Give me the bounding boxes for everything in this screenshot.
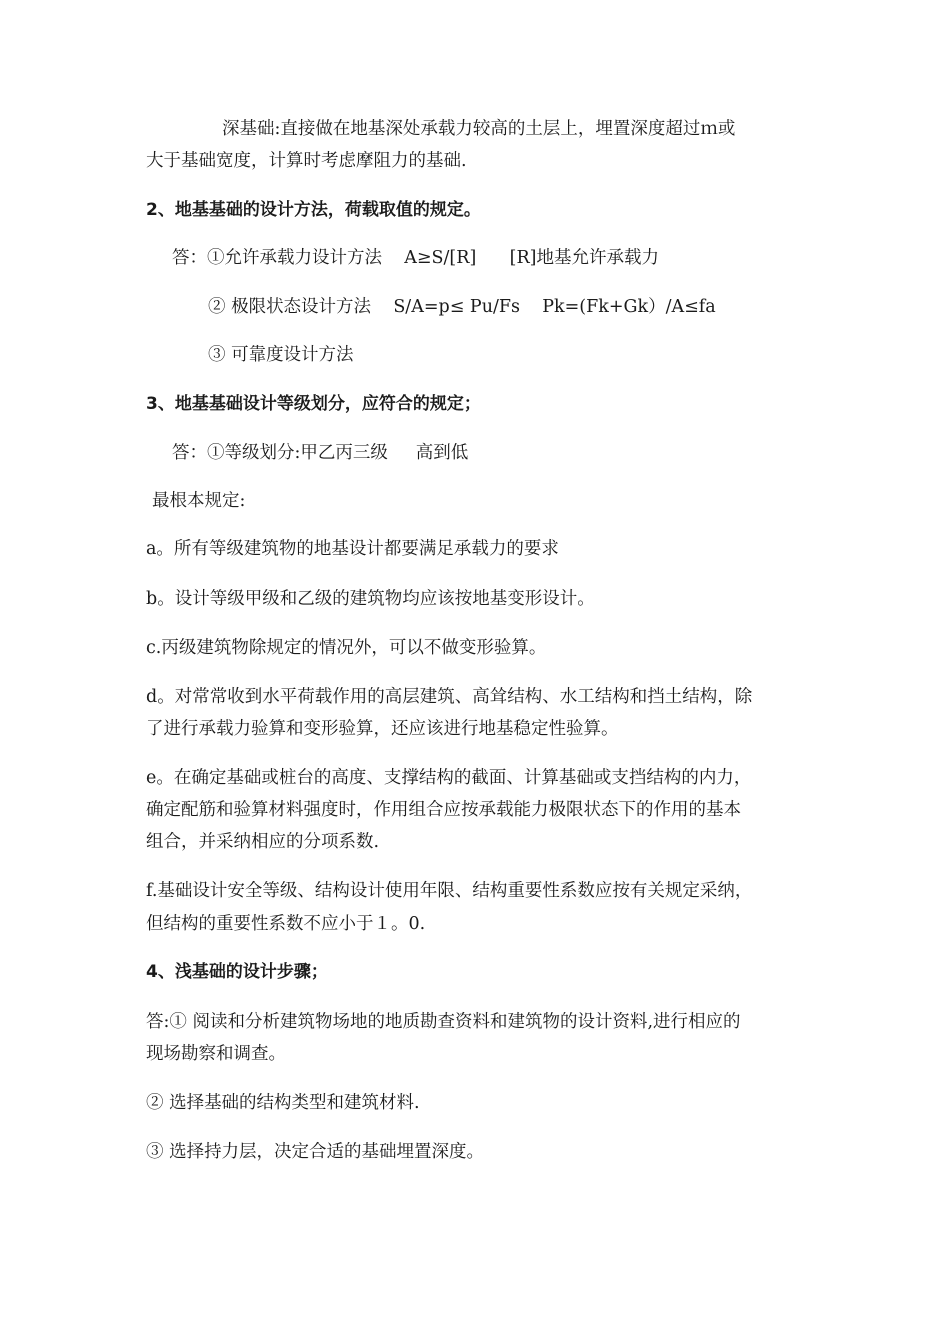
intro-line-1: 深基础:直接做在地基深处承载力较高的土层上，埋置深度超过ｍ或 xyxy=(222,119,736,139)
rule-e-line-1: e。在确定基础或桩台的高度、支撑结构的截面、计算基础或支挡结构的内力， xyxy=(146,768,752,788)
section-3-heading: 3、地基基础设计等级划分，应符合的规定； xyxy=(146,394,481,414)
rule-f-line-2: 但结构的重要性系数不应小于１。0. xyxy=(146,914,426,934)
intro-line-2: 大于基础宽度，计算时考虑摩阻力的基础. xyxy=(146,151,467,171)
rule-b: b。设计等级甲级和乙级的建筑物均应该按地基变形设计。 xyxy=(146,589,595,609)
step-1-line-1: 答:① 阅读和分析建筑物场地的地质勘查资料和建筑物的设计资料,进行相应的 xyxy=(146,1012,741,1032)
step-1-line-2: 现场勘察和调查。 xyxy=(146,1044,286,1064)
section-4-heading: 4、浅基础的设计步骤； xyxy=(146,962,328,982)
rule-e-line-3: 组合，并采纳相应的分项系数. xyxy=(146,832,380,852)
rule-c: c.丙级建筑物除规定的情况外，可以不做变形验算。 xyxy=(146,638,547,658)
rule-d-line-1: d。对常常收到水平荷载作用的高层建筑、高耸结构、水工结构和挡土结构，除 xyxy=(146,687,753,707)
section-2-answer-1: 答：①允许承载力设计方法 A≥S/[R] [R]地基允许承载力 xyxy=(172,248,659,268)
section-3-basic-rules: 最根本规定: xyxy=(152,491,246,511)
rule-e-line-2: 确定配筋和验算材料强度时，作用组合应按承载能力极限状态下的作用的基本 xyxy=(146,800,741,820)
section-2-answer-3: ③ 可靠度设计方法 xyxy=(208,345,354,365)
step-2: ② 选择基础的结构类型和建筑材料. xyxy=(146,1093,420,1113)
section-3-answer-1: 答：①等级划分:甲乙丙三级 高到低 xyxy=(172,443,469,463)
rule-a: a。所有等级建筑物的地基设计都要满足承载力的要求 xyxy=(146,539,559,559)
rule-f-line-1: f.基础设计安全等级、结构设计使用年限、结构重要性系数应按有关规定采纳， xyxy=(146,881,753,901)
section-2-answer-2: ② 极限状态设计方法 S/A=p≤ Pu/Fs Pk=(Fk+Gk）/A≤fa xyxy=(208,297,716,317)
rule-d-line-2: 了进行承载力验算和变形验算，还应该进行地基稳定性验算。 xyxy=(146,719,619,739)
section-2-heading: 2、地基基础的设计方法，荷载取值的规定。 xyxy=(146,200,481,220)
step-3: ③ 选择持力层，决定合适的基础埋置深度。 xyxy=(146,1142,485,1162)
